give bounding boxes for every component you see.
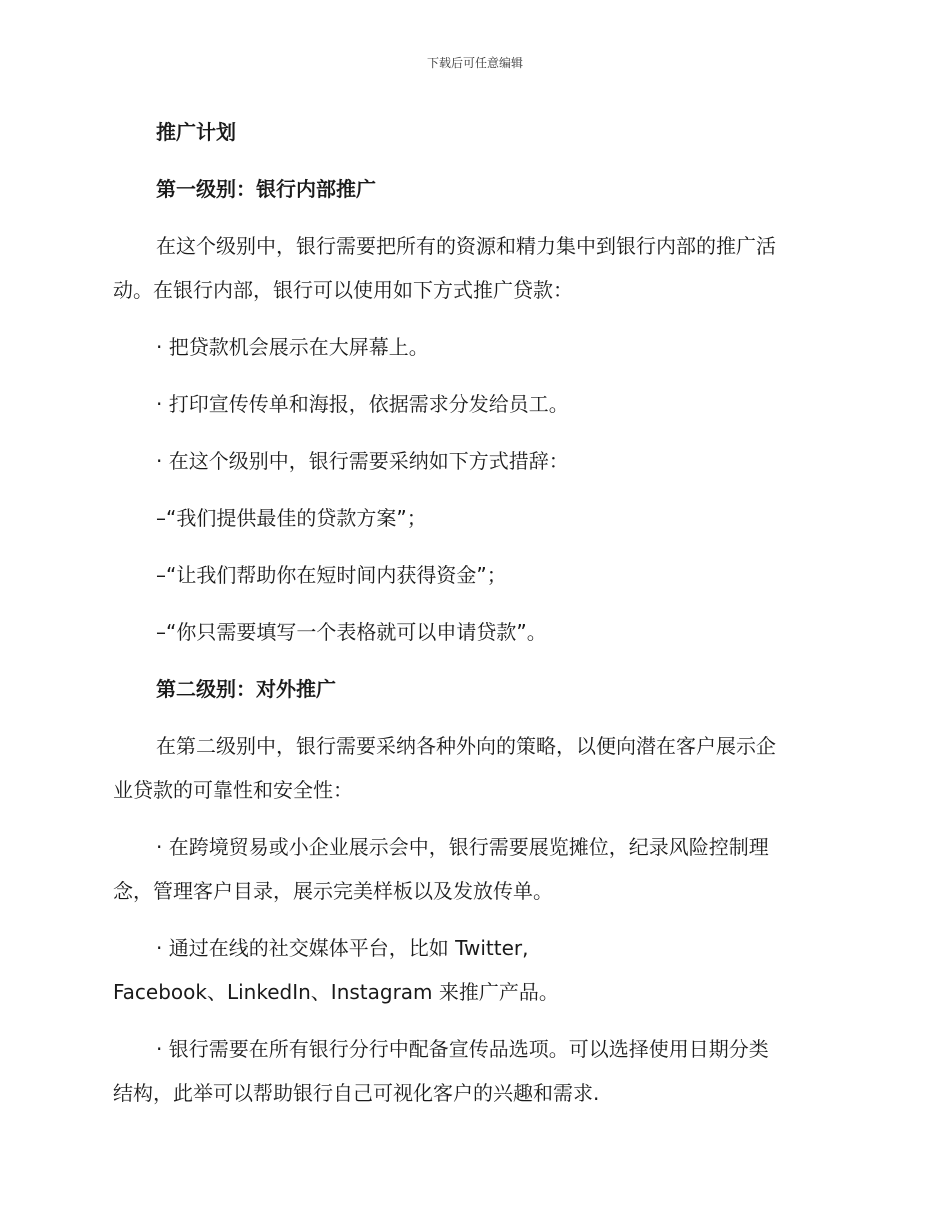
- level1-intro-paragraph: [113, 224, 833, 312]
- bullet-line: · 银行需要在所有银行分行中配备宣传品选项。可以选择使用日期分类: [156, 1037, 769, 1061]
- bullet-line: · 打印宣传传单和海报，依据需求分发给员工。: [156, 392, 569, 416]
- bullet-line: 念，管理客户目录，展示完美样板以及发放传单。: [113, 879, 553, 903]
- bullet-line: Facebook、LinkedIn、Instagram 来推广产品。: [113, 980, 559, 1004]
- document-title: 推广计划: [156, 120, 236, 144]
- phrase-line: –“你只需要填写一个表格就可以申请贷款”。: [156, 620, 547, 644]
- bullet-line: · 通过在线的社交媒体平台，比如 Twitter,: [156, 936, 529, 960]
- bullet-line: · 在跨境贸易或小企业展示会中，银行需要展览摊位，纪录风险控制理: [156, 835, 769, 859]
- bullet-line: · 把贷款机会展示在大屏幕上。: [156, 335, 429, 359]
- paragraph-line: 动。在银行内部，银行可以使用如下方式推广贷款：: [113, 278, 573, 302]
- bullet-line: · 在这个级别中，银行需要采纳如下方式措辞：: [156, 449, 569, 473]
- list-item: [113, 382, 833, 426]
- paragraph-line: 业贷款的可靠性和安全性：: [113, 778, 353, 802]
- phrase-line: –“我们提供最佳的贷款方案”；: [156, 506, 427, 530]
- document-body: [113, 110, 833, 1128]
- list-item: [113, 926, 833, 1014]
- list-item: [113, 553, 833, 597]
- paragraph-line: 在第二级别中，银行需要采纳各种外向的策略，以便向潜在客户展示企: [156, 734, 776, 758]
- list-item: [113, 610, 833, 654]
- phrase-line: –“让我们帮助你在短时间内获得资金”；: [156, 563, 507, 587]
- page-header: 下载后可任意编辑: [426, 56, 523, 70]
- paragraph-line: 在这个级别中，银行需要把所有的资源和精力集中到银行内部的推广活: [156, 234, 776, 258]
- list-item: [113, 439, 833, 483]
- list-item: [113, 496, 833, 540]
- list-item: [113, 325, 833, 369]
- level2-intro-paragraph: [113, 724, 833, 812]
- section-heading-level2: 第二级别：对外推广: [156, 677, 336, 701]
- list-item: [113, 1027, 833, 1115]
- list-item: [113, 825, 833, 913]
- bullet-line: 结构，此举可以帮助银行自己可视化客户的兴趣和需求.: [113, 1081, 600, 1105]
- section-heading-level1: 第一级别：银行内部推广: [156, 177, 376, 201]
